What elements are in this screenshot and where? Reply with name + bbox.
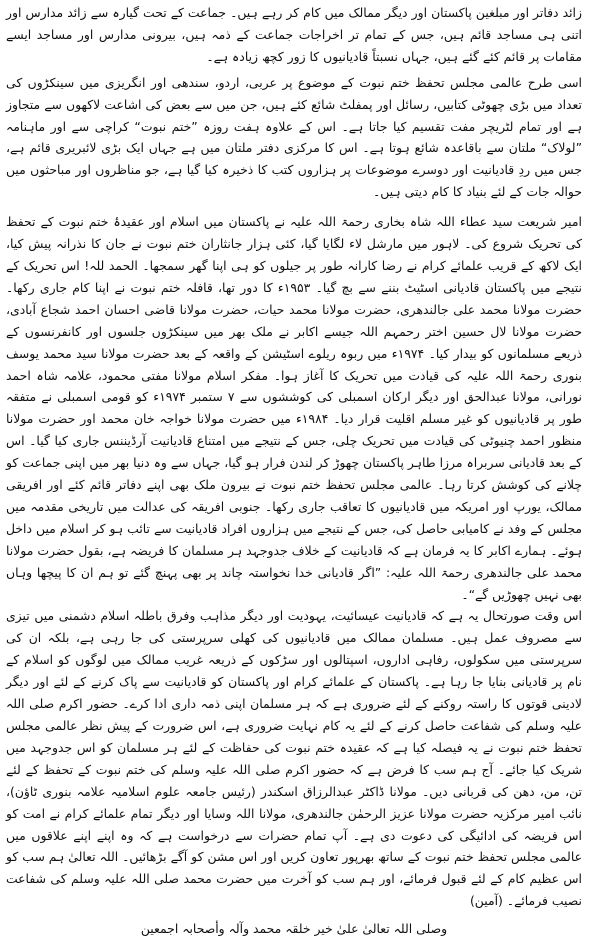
closing-benediction: وصلی اللہ تعالیٰ علیٰ خیر خلقہ محمد وآلہ وأصحابہ اجمعین xyxy=(140,921,448,937)
paragraph-publications-and-library: اسی طرح عالمی مجلس تحفظ ختم نبوت کے موضوع پر عربی، اردو، سندھی اور انگریزی میں سینکڑوں کی تعداد میں بڑی چھوٹی کتابیں، رسائل اور پمفلٹ شائع کئے ہیں، جن میں سے بعض کی اشاعت لاکھوں سے متجاوز ہے اور تمام لٹریچر مفت تقسیم کیا جاتا ہے۔ اس کے علاوہ ہفت روزہ ”ختم نبوت“ کراچی سے اور ماہنامہ ”لولاک“ ملتان سے باقاعدہ شائع ہوتا ہے۔ اس کا مرکزی دفتر ملتان میں ہے جہاں ایک بڑی لائبریری قائم ہے، جس میں ردِ قادیانیت اور دوسرے موضوعات پر ہزاروں کتب کا ذخیرہ کیا گیا ہے، جو مناظروں اور مباحثوں میں حوالہ جات کے لئے بنیاد کا کام دیتی ہیں۔ xyxy=(6,74,582,200)
paragraph-current-situation-appeal: اس وقت صورتحال یہ ہے کہ قادیانیت عیسائیت، یہودیت اور دیگر مذاہب وفرق باطلہ اسلام دشمنی میں تیزی سے مصروف عمل ہیں۔ مسلمان ممالک میں قادیانیوں کی کھلی سرپرستی کی جا رہی ہے، بلکہ ان کی سرپرستی میں سکولوں، رفاہی اداروں، اسپتالوں اور سڑکوں کے ذریعہ غریب ممالک میں لوگوں کو اسلام کے نام پر قادیانی بنایا جا رہا ہے۔ پاکستان کے علمائے کرام اور پاکستان کو قادیانیت سے پاک کرنے کے لئے اور دیگر لادینی قوتوں کا راستہ روکنے کے لئے ضروری ہے کہ ہر مسلمان اپنی ذمہ داری ادا کرے۔ حضور اکرم صلی اللہ علیہ وسلم کی شفاعت حاصل کرنے کے لئے یہ کام نہایت ضروری ہے، اس ضرورت کے پیش نظر عالمی مجلس تحفظ ختم نبوت نے یہ فیصلہ کیا ہے کہ عقیدہ ختم نبوت کی حفاظت کے لئے ہر مسلمان کو اس جدوجہد میں شریک کیا جائے۔ آج ہم سب کا فرض ہے کہ حضور اکرم صلی اللہ علیہ وسلم کی ختم نبوت کے تحفظ کے لئے تن، من، دھن کی قربانی دیں۔ مولانا ڈاکٹر عبدالرزاق اسکندر (رئیس جامعہ علوم اسلامیہ علامہ بنوری ٹاؤن)، نائب امیر مرکزیہ حضرت مولانا عزیز الرحمٰن جالندھری، مولانا اللہ وسایا اور دیگر تمام علمائے کرام نے امت کو اس فریضہ کی ادائیگی کی دعوت دی ہے۔ آپ تمام حضرات سے درخواست ہے کہ وہ اپنے اپنے علاقوں میں عالمی مجلس تحفظ ختم نبوت کے ساتھ بھرپور تعاون کریں اور اس مشن کو آگے بڑھائیں۔ اللہ تعالیٰ ہم سب کو اس عظیم کام کے لئے قبول فرمائے، اور ہم سب کو آخرت میں حضرت محمد صلی اللہ علیہ وسلم کی شفاعت نصیب فرمائے۔ (آمین) xyxy=(6,608,582,909)
paragraph-movement-history: امیر شریعت سید عطاء اللہ شاہ بخاری رحمۃ اللہ علیہ نے پاکستان میں اسلام اور عقیدۂ ختم نبوت کے تحفظ کی تحریک شروع کی۔ لاہور میں مارشل لاء لگایا گیا، کئی ہزار جانثاران ختم نبوت نے جان کا نذرانہ پیش کیا، ایک لاکھ کے قریب علمائے کرام نے رضا کارانہ طور پر جیلوں کو ہی اپنا گھر سمجھا۔ الحمد للہ! اس تحریک کے نتیجے میں پاکستان قادیانی اسٹیٹ بننے سے بچ گیا۔ ۱۹۵۳ء کا دور تھا، قافلہ ختم نبوت نے اپنا کام جاری رکھا۔ حضرت مولانا محمد علی جالندھری، حضرت مولانا محمد حیات، حضرت مولانا قاضی احسان احمد شجاع آبادی، حضرت مولانا لال حسین اختر رحمہم اللہ جیسے اکابر نے ملک بھر میں سینکڑوں جلسوں اور کانفرنسوں کے ذریعے مسلمانوں کو بیدار کیا۔ ۱۹۷۴ء میں ربوہ ریلوے اسٹیشن کے واقعہ کے بعد حضرت مولانا سید محمد یوسف بنوری رحمۃ اللہ علیہ کی قیادت میں تحریک کا آغاز ہوا۔ مفکر اسلام مولانا مفتی محمود، علامہ شاہ احمد نورانی، مولانا عبدالحق اور دیگر ارکان اسمبلی کی کوششوں سے ۷ ستمبر ۱۹۷۴ء کو قومی اسمبلی نے متفقہ طور پر قادیانیوں کو غیر مسلم اقلیت قرار دیا۔ ۱۹۸۴ء میں حضرت مولانا خواجہ خان محمد اور حضرت مولانا منظور احمد چنیوٹی کی قیادت میں تحریک چلی، جس کے نتیجے میں امتناع قادیانیت آرڈیننس جاری کیا گیا۔ اس کے بعد قادیانی سربراہ مرزا طاہر پاکستان چھوڑ کر لندن فرار ہو گیا، جہاں سے وہ دنیا بھر میں اپنی جماعت کو چلانے کی کوشش کرتا رہا۔ عالمی مجلس تحفظ ختم نبوت نے بیرون ملک بھی اپنے دفاتر قائم کئے اور افریقی ممالک، یورپ اور امریکہ میں قادیانیوں کا تعاقب جاری رکھا۔ جنوبی افریقہ کی عدالت میں تاریخی مقدمہ میں مجلس کے وفد نے کامیابی حاصل کی، جس کے نتیجے میں ہزاروں افراد قادیانیت سے تائب ہو کر اسلام میں داخل ہوئے۔ ہمارے اکابر کا یہ فرمان ہے کہ قادیانیت کے خلاف جدوجہد ہر مسلمان کا فریضہ ہے، بقول حضرت مولانا محمد علی جالندھری رحمۃ اللہ علیہ: ”اگر قادیانی خدا نخواستہ چاند پر بھی پہنچ گئے تو ہم ان کا پیچھا وہاں بھی نہیں چھوڑیں گے“۔ xyxy=(6,214,583,602)
paragraph-offices-and-madaris: زائد دفاتر اور مبلغین پاکستان اور دیگر ممالک میں کام کر رہے ہیں۔ جماعت کے تحت گیارہ سے زائد مدارس اور اتنی ہی مساجد قائم ہیں، جس کے تمام تر اخراجات جماعت کے ذمہ ہیں، بیرونی مدارس اور مساجد ایسے مقامات پر قائم کئے گئے ہیں، جہاں نسبتاً قادیانیوں کا زور کچھ زیادہ ہے۔ xyxy=(6,5,582,64)
